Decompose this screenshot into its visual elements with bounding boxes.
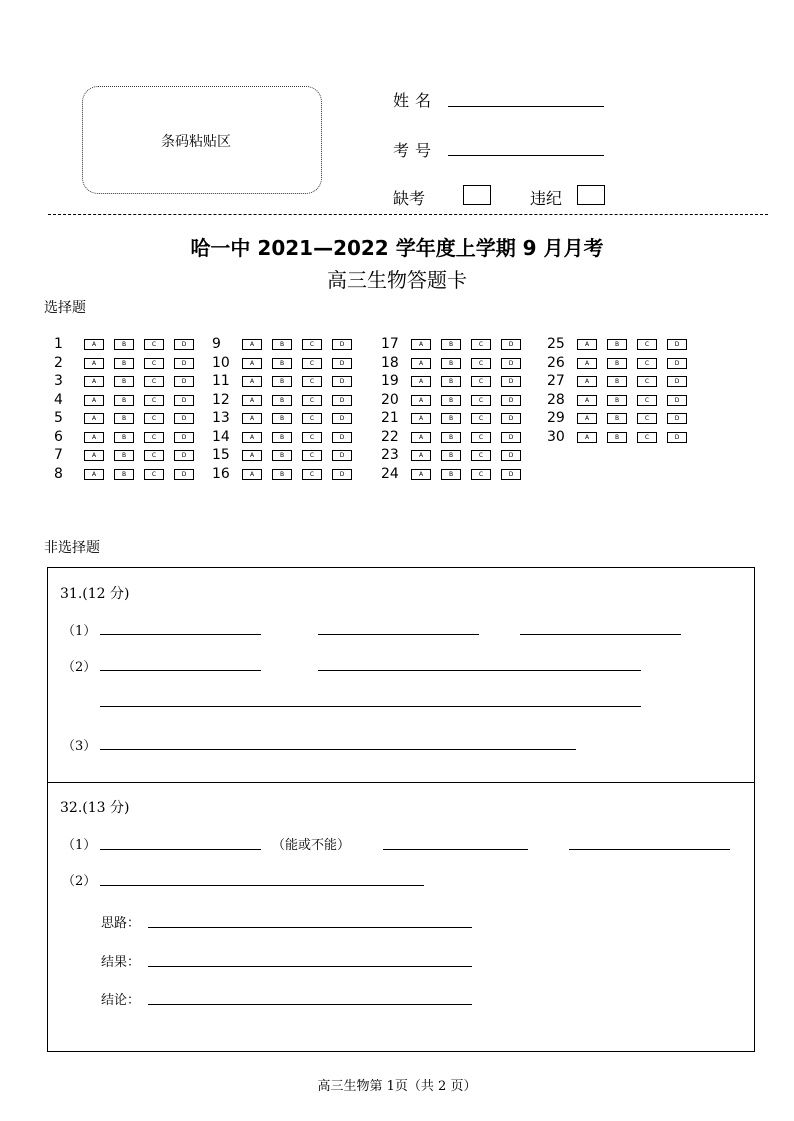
q1-option-d-bubble[interactable]: D [174,339,194,350]
q13-option-c-bubble[interactable]: C [302,413,322,424]
question-number-5: 5 [54,410,63,426]
q21-option-d-bubble[interactable]: D [501,413,521,424]
q30-option-d-bubble[interactable]: D [667,432,687,443]
q14-option-b-bubble[interactable]: B [272,432,292,443]
q1-option-a-bubble[interactable]: A [84,339,104,350]
absent-label: 缺考 [393,189,426,208]
q17-option-b-bubble[interactable]: B [441,339,461,350]
q2-option-c-bubble[interactable]: C [144,358,164,369]
question-number-23: 23 [381,447,399,463]
q31-sub2-blank-1[interactable] [100,670,261,671]
question-number-14: 14 [212,428,230,445]
q1-option-c-bubble[interactable]: C [144,339,164,350]
q25-option-b-bubble[interactable]: B [607,339,627,350]
q8-option-a-bubble[interactable]: A [84,469,104,480]
q9-option-c-bubble[interactable]: C [302,339,322,350]
q2-option-d-bubble[interactable]: D [174,358,194,369]
q6-option-a-bubble[interactable]: A [84,432,104,443]
q8-option-d-bubble[interactable]: D [174,469,194,480]
q3-option-c-bubble[interactable]: C [144,376,164,387]
q32-result-label: 结果： [101,955,141,970]
q31-sub3-blank[interactable] [100,749,576,750]
q11-option-a-bubble[interactable]: A [242,376,262,387]
exam-number-label: 考号 [393,141,438,160]
question-number-20: 20 [381,391,399,408]
exam-number-field[interactable] [448,155,604,156]
question-number-22: 22 [381,428,399,445]
q32-idea-blank[interactable] [148,927,472,928]
q10-option-c-bubble[interactable]: C [302,358,322,369]
q22-option-c-bubble[interactable]: C [471,432,491,443]
q28-option-a-bubble[interactable]: A [577,395,597,406]
question-number-12: 12 [212,391,230,408]
question-number-3: 3 [54,373,63,389]
q32-result-blank[interactable] [148,966,472,967]
q22-option-d-bubble[interactable]: D [501,432,521,443]
q14-option-c-bubble[interactable]: C [302,432,322,443]
question-number-19: 19 [381,373,399,389]
q15-option-d-bubble[interactable]: D [332,450,352,461]
q6-option-c-bubble[interactable]: C [144,432,164,443]
q29-option-b-bubble[interactable]: B [607,413,627,424]
q22-option-a-bubble[interactable]: A [411,432,431,443]
q9-option-d-bubble[interactable]: D [332,339,352,350]
q24-option-d-bubble[interactable]: D [501,469,521,480]
q23-option-d-bubble[interactable]: D [501,450,521,461]
q31-sub2-label: （2） [62,660,97,675]
question-number-6: 6 [54,428,63,445]
question-number-15: 15 [212,447,230,463]
q32-idea-label: 思路： [101,916,141,931]
question-number-29: 29 [547,410,565,426]
q23-option-b-bubble[interactable]: B [441,450,461,461]
q24-option-b-bubble[interactable]: B [441,469,461,480]
q13-option-d-bubble[interactable]: D [332,413,352,424]
question-number-10: 10 [212,354,230,371]
question-number-2: 2 [54,354,63,371]
q2-option-a-bubble[interactable]: A [84,358,104,369]
q32-sub2-blank[interactable] [100,885,424,886]
q17-option-d-bubble[interactable]: D [501,339,521,350]
page-footer: 高三生物第 1页（共 2 页） [317,1079,477,1094]
q12-option-c-bubble[interactable]: C [302,395,322,406]
q32-conclusion-label: 结论： [101,993,141,1008]
question-number-18: 18 [381,354,399,371]
question-number-21: 21 [381,410,399,426]
q25-option-a-bubble[interactable]: A [577,339,597,350]
q21-option-a-bubble[interactable]: A [411,413,431,424]
question-number-11: 11 [212,373,230,389]
q23-option-a-bubble[interactable]: A [411,450,431,461]
q15-option-b-bubble[interactable]: B [272,450,292,461]
q18-option-c-bubble[interactable]: C [471,358,491,369]
q6-option-d-bubble[interactable]: D [174,432,194,443]
question-number-28: 28 [547,391,565,408]
q32-sub1-blank-3[interactable] [569,849,730,850]
q15-option-a-bubble[interactable]: A [242,450,262,461]
sheet-title: 高三生物答题卡 [327,268,467,292]
q27-option-a-bubble[interactable]: A [577,376,597,387]
q31-sub3-label: （3） [62,739,97,754]
barcode-area-label: 条码粘贴区 [161,134,231,150]
q31-sub2-blank-3[interactable] [100,706,641,707]
question-number-27: 27 [547,373,565,389]
q29-option-c-bubble[interactable]: C [637,413,657,424]
q31-sub1-blank-3[interactable] [520,634,681,635]
q24-option-c-bubble[interactable]: C [471,469,491,480]
violation-checkbox[interactable] [577,185,605,205]
q32-sub1-label: （1） [62,838,97,853]
q17-option-c-bubble[interactable]: C [471,339,491,350]
name-field[interactable] [448,106,604,107]
q20-option-d-bubble[interactable]: D [501,395,521,406]
q10-option-b-bubble[interactable]: B [272,358,292,369]
q32-answer-box [47,782,755,1052]
q8-option-b-bubble[interactable]: B [114,469,134,480]
q5-option-c-bubble[interactable]: C [144,413,164,424]
q19-option-b-bubble[interactable]: B [441,376,461,387]
q18-option-a-bubble[interactable]: A [411,358,431,369]
q1-option-b-bubble[interactable]: B [114,339,134,350]
q32-title: 32.(13 分) [60,800,130,816]
q13-option-b-bubble[interactable]: B [272,413,292,424]
question-number-26: 26 [547,354,565,371]
question-number-16: 16 [212,465,230,482]
question-number-4: 4 [54,391,63,408]
q26-option-a-bubble[interactable]: A [577,358,597,369]
multiple-choice-label: 选择题 [44,300,86,316]
q26-option-d-bubble[interactable]: D [667,358,687,369]
q16-option-b-bubble[interactable]: B [272,469,292,480]
violation-label: 违纪 [530,189,563,208]
q16-option-a-bubble[interactable]: A [242,469,262,480]
q18-option-d-bubble[interactable]: D [501,358,521,369]
question-number-9: 9 [212,336,221,352]
question-number-24: 24 [381,465,399,482]
q31-sub1-blank-1[interactable] [100,634,261,635]
q7-option-d-bubble[interactable]: D [174,450,194,461]
q25-option-d-bubble[interactable]: D [667,339,687,350]
q20-option-a-bubble[interactable]: A [411,395,431,406]
q31-sub1-blank-2[interactable] [318,634,479,635]
q31-title: 31.(12 分) [60,586,130,602]
q29-option-d-bubble[interactable]: D [667,413,687,424]
q23-option-c-bubble[interactable]: C [471,450,491,461]
q27-option-b-bubble[interactable]: B [607,376,627,387]
q5-option-b-bubble[interactable]: B [114,413,134,424]
q21-option-b-bubble[interactable]: B [441,413,461,424]
q14-option-d-bubble[interactable]: D [332,432,352,443]
q24-option-a-bubble[interactable]: A [411,469,431,480]
q19-option-c-bubble[interactable]: C [471,376,491,387]
q5-option-d-bubble[interactable]: D [174,413,194,424]
q32-sub2-label: （2） [62,874,97,889]
q11-option-b-bubble[interactable]: B [272,376,292,387]
absent-checkbox[interactable] [463,185,491,205]
exam-title: 哈一中 2021—2022 学年度上学期 9 月月考 [190,236,604,260]
q4-option-c-bubble[interactable]: C [144,395,164,406]
question-number-1: 1 [54,336,63,352]
q13-option-a-bubble[interactable]: A [242,413,262,424]
q16-option-c-bubble[interactable]: C [302,469,322,480]
q30-option-c-bubble[interactable]: C [637,432,657,443]
q19-option-d-bubble[interactable]: D [501,376,521,387]
q32-sub1-blank-1[interactable] [100,849,261,850]
cut-line [48,214,768,215]
non-multiple-choice-label: 非选择题 [44,540,100,556]
q4-option-d-bubble[interactable]: D [174,395,194,406]
q26-option-c-bubble[interactable]: C [637,358,657,369]
q29-option-a-bubble[interactable]: A [577,413,597,424]
q31-sub1-label: （1） [62,624,97,639]
question-number-30: 30 [547,428,565,445]
q4-option-a-bubble[interactable]: A [84,395,104,406]
q27-option-c-bubble[interactable]: C [637,376,657,387]
q8-option-c-bubble[interactable]: C [144,469,164,480]
q10-option-d-bubble[interactable]: D [332,358,352,369]
question-number-8: 8 [54,465,63,482]
q7-option-b-bubble[interactable]: B [114,450,134,461]
q4-option-b-bubble[interactable]: B [114,395,134,406]
q10-option-a-bubble[interactable]: A [242,358,262,369]
q28-option-c-bubble[interactable]: C [637,395,657,406]
q11-option-d-bubble[interactable]: D [332,376,352,387]
q22-option-b-bubble[interactable]: B [441,432,461,443]
q9-option-b-bubble[interactable]: B [272,339,292,350]
q3-option-a-bubble[interactable]: A [84,376,104,387]
q30-option-b-bubble[interactable]: B [607,432,627,443]
q32-conclusion-blank[interactable] [148,1004,472,1005]
q15-option-c-bubble[interactable]: C [302,450,322,461]
question-number-17: 17 [381,336,399,352]
q6-option-b-bubble[interactable]: B [114,432,134,443]
q28-option-b-bubble[interactable]: B [607,395,627,406]
question-number-13: 13 [212,410,230,426]
q27-option-d-bubble[interactable]: D [667,376,687,387]
q30-option-a-bubble[interactable]: A [577,432,597,443]
q25-option-c-bubble[interactable]: C [637,339,657,350]
q20-option-b-bubble[interactable]: B [441,395,461,406]
q7-option-a-bubble[interactable]: A [84,450,104,461]
q12-option-a-bubble[interactable]: A [242,395,262,406]
q3-option-b-bubble[interactable]: B [114,376,134,387]
q17-option-a-bubble[interactable]: A [411,339,431,350]
q31-answer-box [47,567,755,783]
q12-option-b-bubble[interactable]: B [272,395,292,406]
q11-option-c-bubble[interactable]: C [302,376,322,387]
q31-sub2-blank-2[interactable] [318,670,641,671]
q32-sub1-blank-2[interactable] [383,849,528,850]
q18-option-b-bubble[interactable]: B [441,358,461,369]
q14-option-a-bubble[interactable]: A [242,432,262,443]
question-number-25: 25 [547,336,565,352]
q20-option-c-bubble[interactable]: C [471,395,491,406]
q9-option-a-bubble[interactable]: A [242,339,262,350]
question-number-7: 7 [54,447,63,463]
q3-option-d-bubble[interactable]: D [174,376,194,387]
q28-option-d-bubble[interactable]: D [667,395,687,406]
q7-option-c-bubble[interactable]: C [144,450,164,461]
q12-option-d-bubble[interactable]: D [332,395,352,406]
q26-option-b-bubble[interactable]: B [607,358,627,369]
q19-option-a-bubble[interactable]: A [411,376,431,387]
q21-option-c-bubble[interactable]: C [471,413,491,424]
q2-option-b-bubble[interactable]: B [114,358,134,369]
q16-option-d-bubble[interactable]: D [332,469,352,480]
q5-option-a-bubble[interactable]: A [84,413,104,424]
q32-can-or-cannot-hint: （能或不能） [272,838,351,853]
name-label: 姓名 [393,91,438,110]
